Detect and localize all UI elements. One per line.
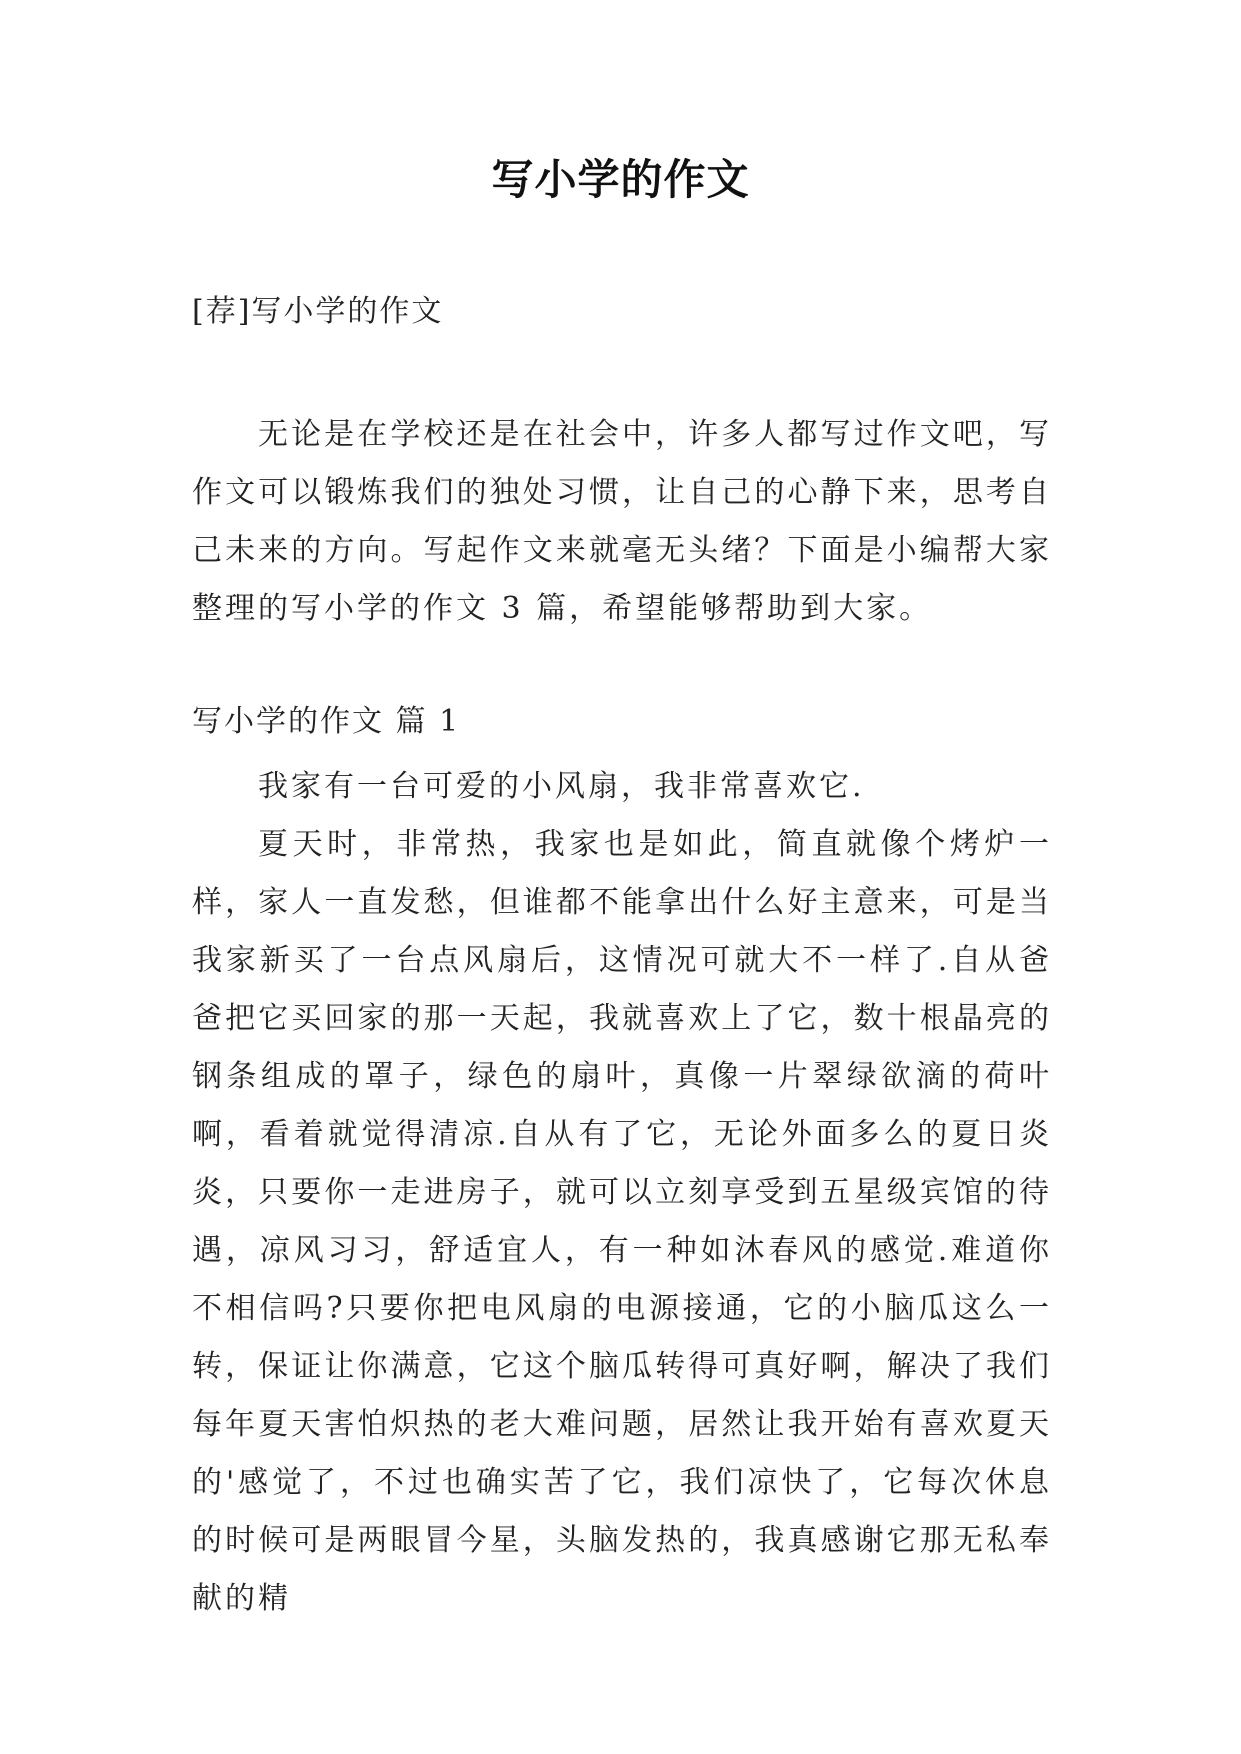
section-heading: 写小学的作文 篇 1 — [192, 704, 461, 739]
intro-paragraph: 无论是在学校还是在社会中，许多人都写过作文吧，写作文可以锻炼我们的独处习惯，让自己的心静下来，思考自己未来的方向。写起作文来就毫无头绪？下面是小编帮大家整理的写小学的作文 3 篇，希望能够帮助到大家。 — [192, 417, 1052, 626]
body-paragraph-2: 夏天时，非常热，我家也是如此，简直就像个烤炉一样，家人一直发愁，但谁都不能拿出什么好主意来，可是当我家新买了一台点风扇后，这情况可就大不一样了.自从爸爸把它买回家的那一天起，我就喜欢上了它，数十根晶亮的钢条组成的罩子，绿色的扇叶，真像一片翠绿欲滴的荷叶啊，看着就觉得清凉.自从有了它，无论外面多么的夏日炎炎，只要你一走进房子，就可以立刻享受到五星级宾馆的待遇，凉风习习，舒适宜人，有一种如沐春风的感觉.难道你不相信吗?只要你把电风扇的电源接通，它的小脑瓜这么一转，保证让你满意，它这个脑瓜转得可真好啊，解决了我们每年夏天害怕炽热的老大难问题，居然让我开始有喜欢夏天的'感觉了，不过也确实苦了它，我们凉快了，它每次休息的时候可是两眼冒今星，头脑发热的，我真感谢它那无私奉献的精 — [192, 827, 1052, 1616]
document-subtitle: [荐]写小学的作文 — [192, 294, 444, 329]
body-paragraph-1: 我家有一台可爱的小风扇，我非常喜欢它. — [258, 769, 865, 804]
document-title: 写小学的作文 — [491, 155, 750, 204]
